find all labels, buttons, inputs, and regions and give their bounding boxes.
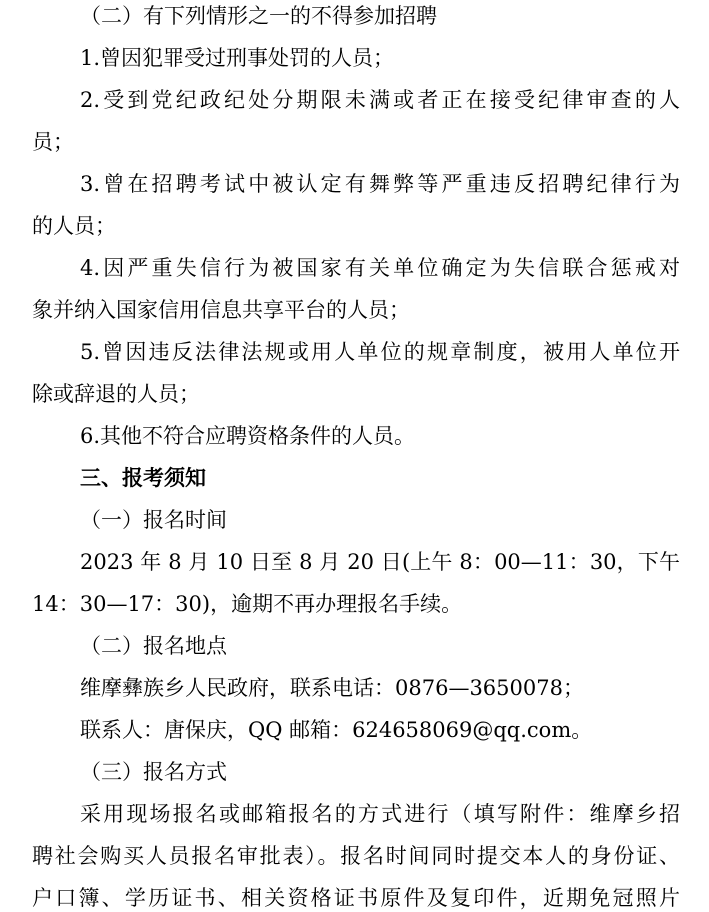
list-item-5-line2: 除或辞退的人员； [32, 382, 200, 406]
list-item-5-line1: 5.曾因违反法律法规或用人单位的规章制度，被用人单位开 [80, 340, 680, 364]
list-item-6: 6.其他不符合应聘资格条件的人员。 [80, 424, 416, 448]
list-item-3-line1: 3.曾在招聘考试中被认定有舞弊等严重违反招聘纪律行为 [80, 172, 680, 196]
section-heading-application-notes: 三、报考须知 [80, 466, 206, 490]
list-item-2-line2: 员； [32, 130, 74, 154]
list-item-4-line2: 象并纳入国家信用信息共享平台的人员； [32, 298, 410, 322]
list-item-1: 1.曾因犯罪受过刑事处罚的人员； [80, 46, 395, 70]
subsection-heading-registration-method: （三）报名方式 [80, 760, 227, 784]
list-item-4-line1: 4.因严重失信行为被国家有关单位确定为失信联合惩戒对 [80, 256, 680, 280]
registration-method-line3: 户口簿、学历证书、相关资格证书原件及复印件，近期免冠照片 [32, 886, 680, 910]
list-item-3-line2: 的人员； [32, 214, 116, 238]
subsection-heading-registration-time: （一）报名时间 [80, 508, 227, 532]
registration-time-line2: 14：30—17：30)，逾期不再办理报名手续。 [32, 592, 463, 616]
registration-place-contact-phone: 维摩彝族乡人民政府，联系电话：0876—3650078； [80, 676, 584, 700]
registration-time-line1: 2023 年 8 月 10 日至 8 月 20 日(上午 8：00—11：30，下午 [80, 550, 680, 574]
registration-place-contact-email: 联系人：唐保庆，QQ 邮箱：624658069@qq.com。 [80, 718, 593, 742]
registration-method-line1: 采用现场报名或邮箱报名的方式进行（填写附件：维摩乡招 [80, 802, 680, 826]
registration-method-line2: 聘社会购买人员报名审批表）。报名时间同时提交本人的身份证、 [32, 844, 680, 868]
subsection-heading-disqualifications: （二）有下列情形之一的不得参加招聘 [80, 4, 437, 28]
subsection-heading-registration-place: （二）报名地点 [80, 634, 227, 658]
list-item-2-line1: 2.受到党纪政纪处分期限未满或者正在接受纪律审查的人 [80, 88, 680, 112]
